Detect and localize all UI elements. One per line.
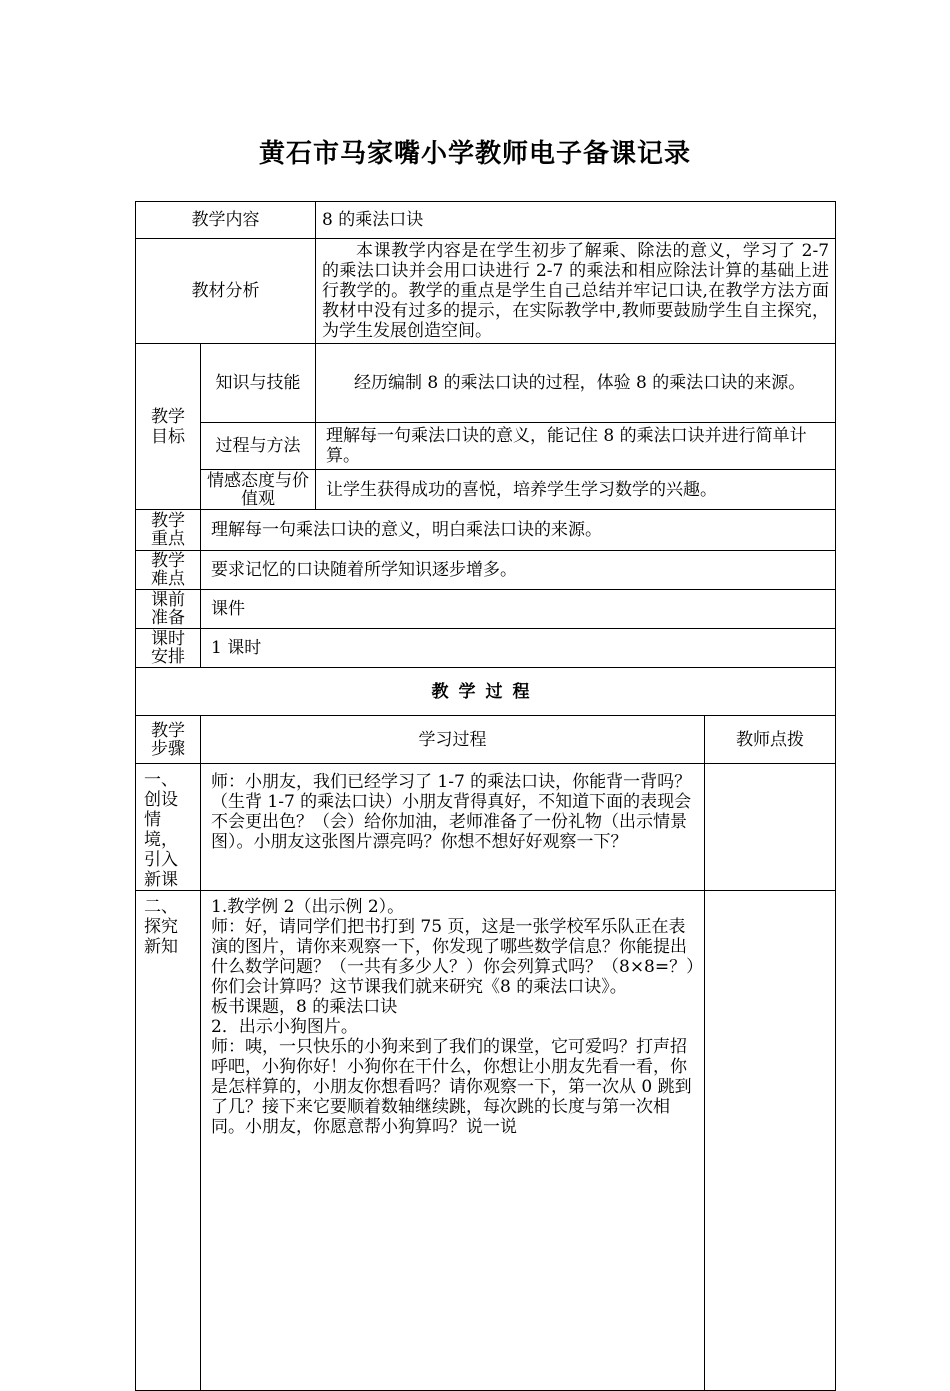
content-label: 教学内容 [136,202,316,239]
preparation-label-text: 课前准备 [151,590,185,628]
goal-name-attitude [201,470,316,510]
process-header: 教学过程 [136,668,836,716]
step-note-intro [705,764,836,891]
explore-paragraph: 师：好，请同学们把书打到 75 页，这是一张学校军乐队正在表演的图片，请你来观察一下，你发现了哪些数学信息？你能提出什么数学问题？（一共有多少人？）你会列算式吗？（8×8=？）你们会计算吗？这节课我们就来研究《8 的乘法口诀》。 [211,917,695,997]
preparation-text: 课件 [201,590,836,629]
step-row-intro [136,764,836,891]
explore-paragraph: 2．出示小狗图片。 [211,1017,358,1037]
process-header-row [136,668,836,716]
preparation-label [136,590,201,629]
column-step [136,716,201,764]
preparation-row [136,590,836,629]
key-point-label [136,510,201,551]
goal-name-process: 过程与方法 [201,423,316,470]
column-step-text: 教学步骤 [151,720,185,759]
schedule-row [136,629,836,668]
goal-text-attitude: 让学生获得成功的喜悦，培养学生学习数学的兴趣。 [316,470,836,510]
schedule-label-text: 课时安排 [151,629,185,667]
analysis-value: 本课教学内容是在学生初步了解乘、除法的意义，学习了 2-7 的乘法口诀并会用口诀进行 2-7 的乘法和相应除法计算的基础上进行教学的。教学的重点是学生自己总结并牢记口诀,在教学方法方面教材中没有过多的提示，在实际教学中,教师要鼓励学生自主探究，为学生发展创造空间。 [316,239,836,344]
key-point-row [136,510,836,551]
difficulty-label [136,551,201,590]
explore-paragraph: 师：咦，一只快乐的小狗来到了我们的课堂，它可爱吗？打声招呼吧，小狗你好！小狗你在干什么，你想让小朋友先看一看，你是怎样算的，小朋友你想看吗？请你观察一下，第一次从 0 跳到了几？接下来它要顺着数轴继续跳，每次跳的长度与第一次相同。小朋友，你愿意帮小狗算吗？说一说 [211,1037,692,1137]
goal-row-attitude [136,470,836,510]
step-note-explore [705,891,836,1391]
difficulty-label-text: 教学难点 [151,551,185,589]
step-name-intro [136,764,201,891]
page-title: 黄石市马家嘴小学教师电子备课记录 [258,139,691,169]
goal-row-process [136,423,836,470]
key-point-text: 理解每一句乘法口诀的意义，明白乘法口诀的来源。 [201,510,836,551]
step-name-intro-text: 一、创设情境，引入新课 [144,770,178,890]
difficulty-row [136,551,836,590]
goals-label-text: 教学目标 [151,406,185,447]
goal-name-attitude-text: 情感态度与价值观 [207,470,309,509]
step-name-explore-text: 二、探究新知 [144,897,178,957]
analysis-label: 教材分析 [136,239,316,344]
schedule-text: 1 课时 [201,629,836,668]
goal-text-process: 理解每一句乘法口诀的意义，能记住 8 的乘法口诀并进行简单计算。 [316,423,836,470]
key-point-label-text: 教学重点 [151,511,185,549]
step-name-explore [136,891,201,1391]
analysis-row [136,239,836,344]
step-text-explore [201,891,705,1391]
column-process: 学习过程 [201,716,705,764]
goal-text-knowledge: 经历编制 8 的乘法口诀的过程，体验 8 的乘法口诀的来源。 [316,344,836,423]
column-notes: 教师点拨 [705,716,836,764]
goal-row-knowledge [136,344,836,423]
goals-label [136,344,201,510]
content-row [136,202,836,239]
explore-paragraph: 1.教学例 2（出示例 2）。 [211,897,405,917]
content-value: 8 的乘法口诀 [316,202,836,239]
lesson-plan-table [135,201,836,1391]
step-row-explore [136,891,836,1391]
schedule-label [136,629,201,668]
step-text-intro: 师：小朋友，我们已经学习了 1-7 的乘法口诀，你能背一背吗？（生背 1-7 的乘法口诀）小朋友背得真好，不知道下面的表现会不会更出色？（会）给你加油，老师准备了一份礼物（出示情景图）。小朋友这张图片漂亮吗？你想不想好好观察一下？ [201,764,705,891]
difficulty-text: 要求记忆的口诀随着所学知识逐步增多。 [201,551,836,590]
goal-name-knowledge: 知识与技能 [201,344,316,423]
explore-paragraph: 板书课题，8 的乘法口诀 [211,997,398,1017]
columns-row [136,716,836,764]
